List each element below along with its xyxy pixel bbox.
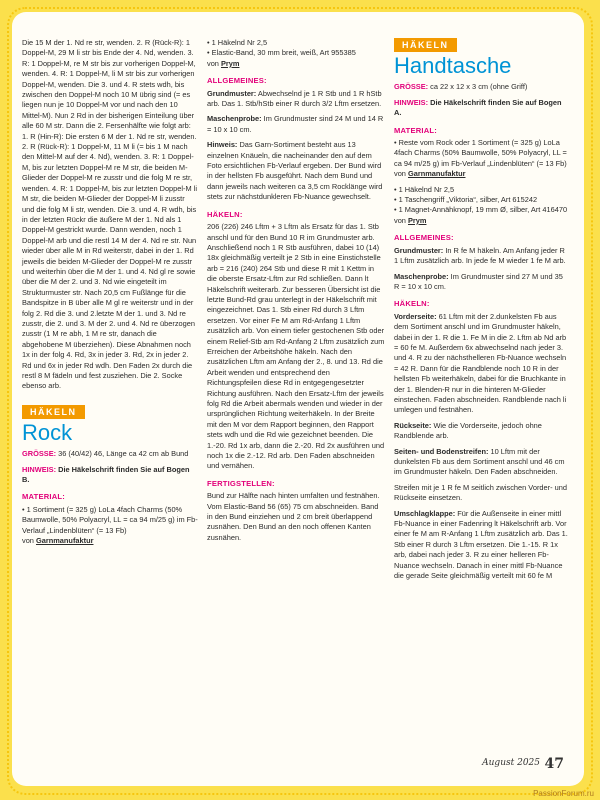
page	[12, 12, 584, 786]
tasche-material-list	[394, 185, 570, 216]
tasche-groesse: GRÖSSE: ca 22 x 12 x 3 cm (ohne Griff)	[394, 82, 528, 92]
column-middle	[207, 38, 385, 548]
umschlagklappe-text: Umschlagklappe: Für die Außenseite in einer mittl Fb-Nuance in einer Fadenring lt Häkelschrift arb. Vor einer fe M am R-Anfang 1 Lftm zusätzlich arb. Das 1. Stb einer R durch 3 Lftm ersetzen. Die 1.-15. R 1x arb, dabei nach jeder 3. R zu einer helleren Fb-Nuance wechseln. Danach in einer mittl Fb-Nuance die gerade Seite gleichmäßig verteilt mit 60 fe M	[394, 508, 568, 581]
rock-groesse: GRÖSSE: 36 (40/42) 46, Länge ca 42 cm ab Bund	[22, 449, 189, 459]
list-item: • Elastic-Band, 30 mm breit, weiß, Art 955385	[207, 48, 356, 58]
section-tag-haekeln: HÄKELN	[22, 405, 85, 419]
rock-material-list	[207, 38, 385, 59]
handtasche-title: Handtasche	[394, 53, 512, 79]
footer-date: August 2025	[482, 758, 540, 768]
tasche-grundmuster: Grundmuster: In R fe M häkeln. Am Anfang jeder R 1 Lftm zusätzlich arb. In jede fe M wieder 1 fe M arb.	[394, 245, 566, 266]
sock-instructions-text: Die 15 M der 1. Nd re str, wenden. 2. R (Rück-R): 1 Doppel-M, 29 M li str bis Ende der 4. Nd, wenden. 3. R: 1 Doppel-M, re M str bis zur vorherigen Doppel-M, wenden. 4. R: 1 Doppel-M, li M str bis zur vorherigen Doppel-M, wenden. Die 3. und 4. R stets wdh, bis zwischen den Doppel-M noch 10 M übrig sind (= es liegen nun je 10 Doppel-M vor und nach den 10 Mittel-M). Nun 2 Rd in der bisherigen Einteilung über alle 60 M str. Dann die 2. Fersenhälfte wie folgt arb: 1. R (Hin-R): Die ersten 6 M der 1. Nd re str, wenden. 2. R (Rück-R): 1 Doppel-M, 11 M li (= bis 1 M nach den Mittel-M auf der 4. Nd), wenden. 3. R: 1 Doppel-M, bis zur letzten Doppel-M re M str, die beiden M-Glieder der Doppel-M re zusstr und die folg M re str, wenden. 4. R: 1 Doppel-M, bis zur letzten Doppel-M li M str, die beiden M-Glieder der Doppel-M li zusstr und die folg M li str, wenden. Die 3. und 4. R wdh, bis in der letzten Rückr die äußere M der 1. Nd als 1 Doppel-M gestrickt wurde. Dann wenden, noch 1 Doppel-M arb und die restl 14 M der 4. Nd re str. Nun wieder über alle M in Rd weiterstr, dabei in der 1. Rd jeweils die beiden M-Glieder der Doppel-M re zusstr und weiterhin über die M der 1. und 4. Nd gl re sowie über die M der 2. und 3. Nd wie eingeteilt im Strukturmuster str. Nach 20,5 cm Fußlänge für die Bandspitze in B über alle M gl re weiterstr und in der folg 2. Rd die 3. und 2.letzte M der 1. und 3. Nd re zusstr, die 2. und 3. M der 2. und 4. Nd re überzogen zusstr (1 M re abh, 1 M re str, danach die abgehobene M überziehen). Diese Abnahmen noch 1x in der folg 4. Rd, 3x in jeder 3. Rd, 2x in jeder 2. Rd und 6x in jeder Rd wdh. Den Faden 2x durch die restl 8 M fädeln und fest zusziehen. Die 2. Socke ebenso arb.	[22, 38, 197, 391]
fertigstellen-text: Bund zur Hälfte nach hinten umfalten und festnähen. Vom Elastic-Band 56 (65) 75 cm abschneiden. Band in den Bund einziehen und 2 cm breit überlappend zusnähen. Den Bund an den noch offenen Kanten zusnähen.	[207, 491, 380, 542]
rueckseite-text: Rückseite: Wie die Vorderseite, jedoch ohne Randblende arb.	[394, 420, 542, 441]
list-item: • 1 Magnet-Annähknopf, 19 mm Ø, silber, Art 416470	[394, 205, 568, 215]
tasche-material-brand: von Prym	[394, 215, 427, 225]
column-right	[394, 38, 570, 586]
rock-material-label: MATERIAL:	[22, 492, 65, 502]
haekeln-label: HÄKELN:	[207, 209, 243, 219]
section-tag-haekeln: HÄKELN	[394, 38, 457, 52]
tasche-material-label: MATERIAL:	[394, 125, 437, 135]
list-item: • 1 Häkelnd Nr 2,5	[207, 38, 268, 47]
list-item: • 1 Häkelnd Nr 2,5	[394, 184, 455, 194]
tasche-hinweis: HINWEIS: Die Häkelschrift finden Sie auf Bogen A.	[394, 97, 562, 118]
seitenstreifen-text: Seiten- und Bodenstreifen: 10 Lftm mit der dunkelsten Fb aus dem Sortiment anschl und 46 cm im Grundmuster häkeln. Den Faden abschneiden.	[394, 446, 565, 477]
tasche-material-text: • Reste vom Rock oder 1 Sortiment (= 325 g) LoLa 4fach Charms (50% Baumwolle, 50% Polyacryl, LL = ca 94 m/25 g) im Fb-Verlauf „Lindenblüten“ (= 13 Fb) von Garnmanufaktur	[394, 138, 567, 179]
tasche-haekeln-label: HÄKELN:	[394, 299, 430, 309]
watermark: PassionForum.ru	[533, 789, 594, 798]
hinweis-text: Hinweis: Das Garn-Sortiment besteht aus 13 einzelnen Knäueln, die nacheinander den auf dem Foto ersichtlichen Fb-Verlauf ergeben. Der Bund wird in der hellsten Fb ausgeführt. Nach dem Bund und dann jeweils nach weiteren ca 3,5 cm Rocklänge wird stets zur nächstdunkleren Fb-Nuance gewechselt.	[207, 140, 383, 202]
rock-material-brand: von Prym	[207, 58, 240, 68]
page-number: 47	[544, 756, 564, 772]
haekeln-text: 206 (226) 246 Lftm + 3 Lftm als Ersatz für das 1. Stb anschl und für den Bund 10 R im Grundmuster arb. Anschließend noch 1 R Stb ausführen, dabei 10 (14) 18x gleichmäßig verteilt je 2 Stb in eine Einstichstelle arb = 216 (240) 264 Stb und diese R mit 1 Kettm in die oberste Ersatz-Lftm zur Rd schließen. Dann lt Häkelschrift weiterarb. Zur besseren Übersicht ist die letzte Bund-Rd grau unterlegt in der Häkelschrift mit eingezeichnet. Das 1. Stb einer Rd durch 3 Lftm ersetzen. Vor einer Fe M am Rd-Anfang 1 Lftm zusätzlich arb. Von einem tiefer gestochenen Stb oder einem Relief-Stb am Rd-Anfang 2 Lftm zusätzlich zum Erreichen der Arbeitshöhe häkeln. Nach den zusätzlichen Lftm am Anfang der 2., 8. und 13. Rd die Arbeit wenden und entsprechend den Richtungspfeilen diese Rd in entgegengesetzter Richtung ausführen. Nach den Ersatz-Lftm der jeweils folg Rd die Arbeit abermals wenden und wieder in der ursprünglichen Richtung weiterhäkeln. In der Breite mit den M vor dem Rapport beginnen, den Rapport stets wdh und die Rd wie gezeichnet beenden. Die 1.-20. Rd 1x arb, dann die 2.-20. Rd 2x ausführen und noch 1x die 2.-12. Rd arb. Den Faden abschneiden und vernähen.	[207, 222, 385, 471]
fertigstellen-label: FERTIGSTELLEN:	[207, 478, 275, 488]
maschenprobe-text: Maschenprobe: Im Grundmuster sind 24 M und 14 R = 10 x 10 cm.	[207, 114, 384, 134]
streifen-text: Streifen mit je 1 R fe M seitlich zwischen Vorder- und Rückseite einsetzen.	[394, 482, 567, 503]
allgemeines-label: ALLGEMEINES:	[207, 76, 267, 86]
list-item: • 1 Taschengriff „Viktoria“, silber, Art 615242	[394, 195, 538, 205]
rock-hinweis: HINWEIS: Die Häkelschrift finden Sie auf Bogen B.	[22, 464, 190, 485]
tasche-allgemeines-label: ALLGEMEINES:	[394, 233, 454, 243]
grundmuster-text: Grundmuster: Abwechselnd je 1 R Stb und 1 R hStb arb. Das 1. Stb/hStb einer R durch 3/2 Lftm ersetzen.	[207, 88, 382, 109]
tasche-maschenprobe: Maschenprobe: Im Grundmuster sind 27 M und 35 R = 10 x 10 cm.	[394, 271, 563, 291]
vorderseite-text: Vorderseite: 61 Lftm mit der 2.dunkelsten Fb aus dem Sortiment anschl und im Grundmuster häkeln, dabei in der 1. R die 1. Fe M in die 2. Lftm ab Nd arb = 60 fe M. Außerdem 6x abwechselnd nach jeder 3. und 4. R zu der nächsthelleren Fb-Nuance wechseln = 42 R. Dann für die Randblende noch 10 R in der hellsten Fb weiterhäkeln, dabei für die Bruchkante in der 1. Blenden-R nur in die hinteren M-Glieder einstechen. Faden abschneiden. Randblende nach li umlegen und festnähen.	[394, 311, 567, 415]
rock-material-text: • 1 Sortiment (= 325 g) LoLa 4fach Charms (50% Baumwolle, 50% Polyacryl, LL = ca 94 m/25 g) im Fb-Verlauf „Lindenblüten“ (= 13 Fb) von Garnmanufaktur	[22, 504, 198, 546]
rock-title: Rock	[22, 420, 73, 446]
column-left	[22, 38, 198, 551]
